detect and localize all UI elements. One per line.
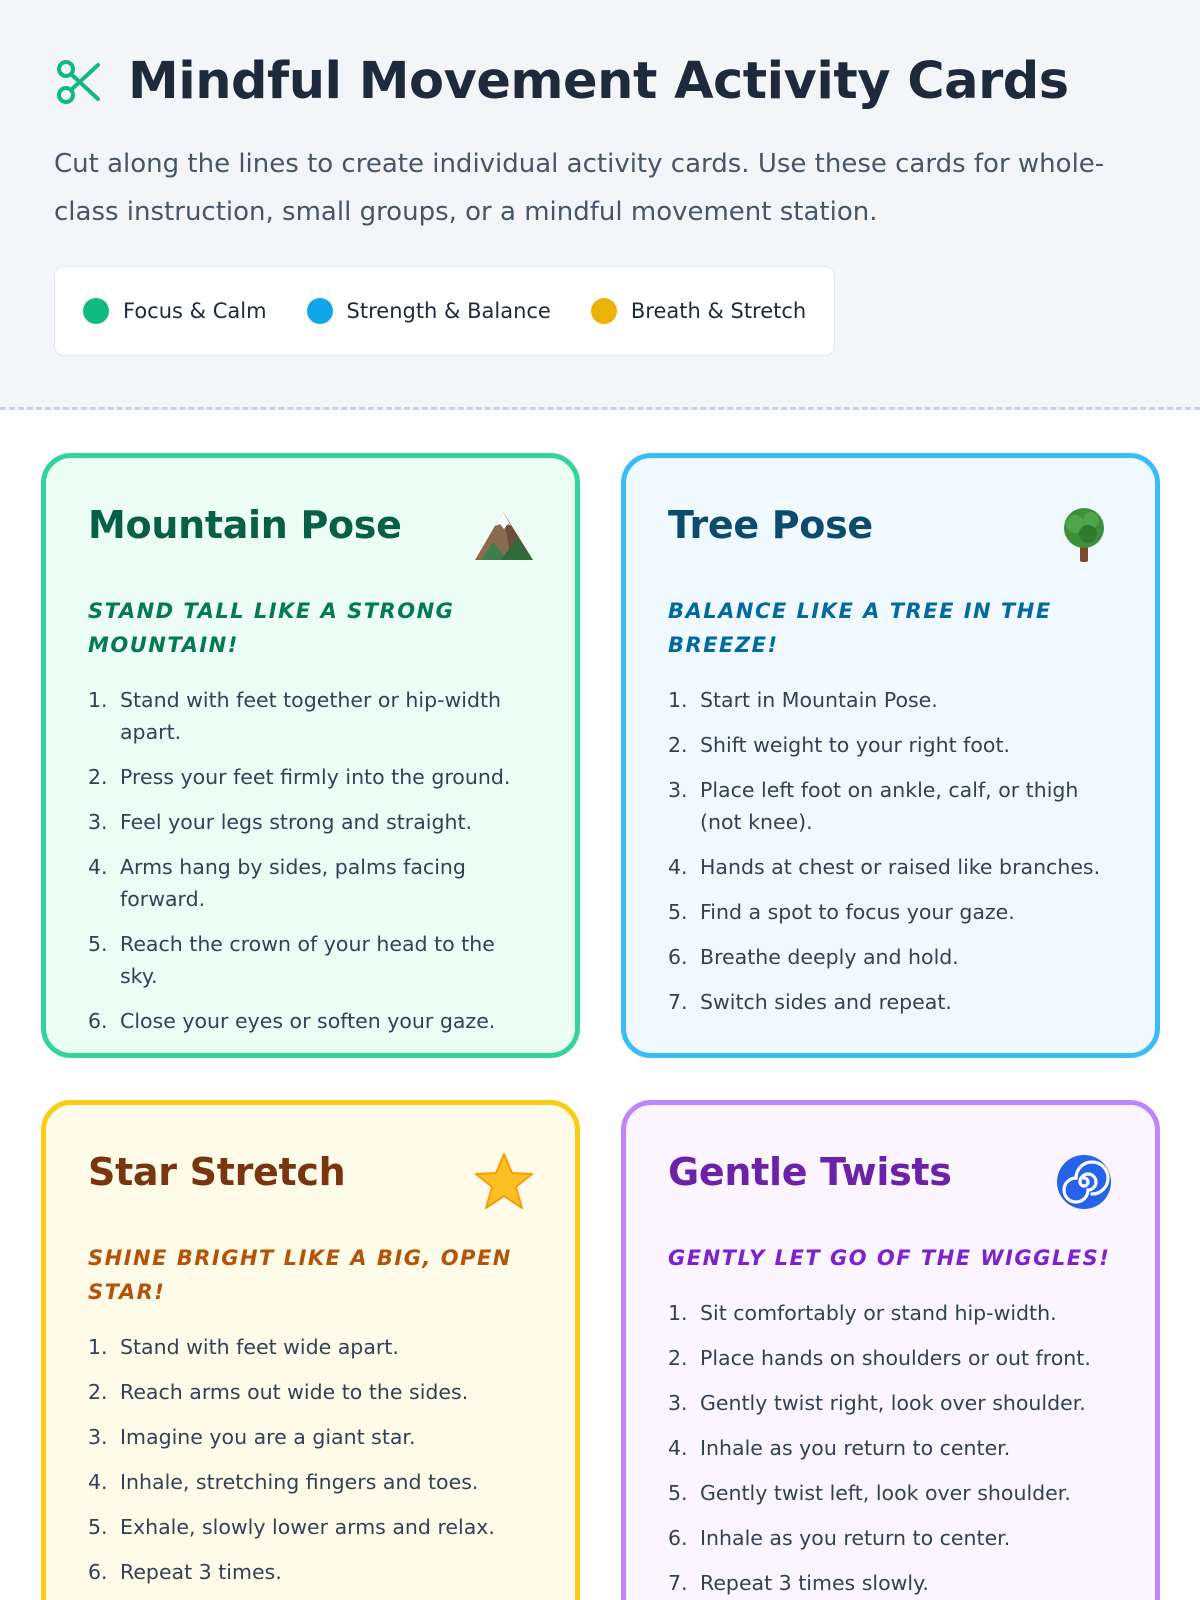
- intro-text: Cut along the lines to create individual activity cards. Use these cards for whole-class instruction, small groups, or a mindful movement station.: [54, 149, 1105, 227]
- legend-item-focus: [83, 298, 267, 324]
- step-text: Switch sides and repeat.: [700, 990, 952, 1014]
- step-item: [88, 1005, 535, 1037]
- step-text: Inhale as you return to center.: [700, 1436, 1011, 1460]
- legend: [54, 266, 835, 356]
- legend-dot: [307, 298, 333, 324]
- mountain-icon: [473, 504, 535, 566]
- step-text: Place hands on shoulders or out front.: [700, 1346, 1091, 1370]
- page-title: Mindful Movement Activity Cards: [128, 52, 1069, 111]
- legend-label: Breath & Stretch: [630, 299, 807, 323]
- step-item: [88, 761, 535, 793]
- step-number: 3.: [668, 778, 688, 802]
- step-number: 5.: [88, 932, 108, 956]
- step-item: [668, 851, 1115, 883]
- step-item: [668, 1522, 1115, 1554]
- title-row: [54, 52, 1069, 111]
- step-item: [88, 1331, 535, 1363]
- step-item: [88, 806, 535, 838]
- step-item: [668, 1432, 1115, 1464]
- step-text: Stand with feet wide apart.: [120, 1335, 399, 1359]
- step-text: Press your feet firmly into the ground.: [120, 765, 511, 789]
- step-list: [88, 684, 535, 1037]
- card-title: Mountain Pose: [88, 503, 402, 547]
- step-number: 1.: [88, 688, 108, 712]
- card-tagline: STAND TALL LIKE A STRONG MOUNTAIN!: [88, 599, 455, 657]
- step-list: [668, 684, 1115, 1018]
- step-item: [668, 941, 1115, 973]
- step-number: 4.: [668, 1436, 688, 1460]
- step-number: 6.: [88, 1560, 108, 1584]
- step-number: 5.: [88, 1515, 108, 1539]
- legend-dot: [591, 298, 617, 324]
- step-text: Stand with feet together or hip-width apart.: [120, 688, 502, 744]
- card-gentle-twists: [621, 1100, 1160, 1600]
- step-item: [88, 1556, 535, 1588]
- step-text: Gently twist right, look over shoulder.: [700, 1391, 1086, 1415]
- legend-item-breath: [591, 298, 806, 324]
- card-star-stretch: [41, 1100, 580, 1600]
- page-header: [0, 0, 1200, 410]
- step-number: 4.: [88, 1470, 108, 1494]
- card-mountain-pose: [41, 453, 580, 1058]
- step-item: [88, 684, 535, 748]
- step-number: 4.: [668, 855, 688, 879]
- scissors-icon: [54, 57, 104, 107]
- step-item: [668, 896, 1115, 928]
- spiral-icon: [1053, 1151, 1115, 1213]
- step-item: [88, 1466, 535, 1498]
- step-item: [88, 851, 535, 915]
- step-text: Reach arms out wide to the sides.: [120, 1380, 469, 1404]
- step-number: 2.: [668, 733, 688, 757]
- card-header: [668, 1149, 1115, 1219]
- step-number: 2.: [668, 1346, 688, 1370]
- step-text: Place left foot on ankle, calf, or thigh (not knee).: [700, 778, 1079, 834]
- card-tagline: GENTLY LET GO OF THE WIGGLES!: [668, 1246, 1111, 1270]
- step-number: 7.: [668, 990, 688, 1014]
- card-tagline: SHINE BRIGHT LIKE A BIG, OPEN STAR!: [88, 1246, 512, 1304]
- step-item: [668, 1342, 1115, 1374]
- step-number: 2.: [88, 765, 108, 789]
- step-number: 1.: [668, 688, 688, 712]
- step-text: Repeat 3 times slowly.: [700, 1571, 929, 1595]
- card-tagline: BALANCE LIKE A TREE IN THE BREEZE!: [668, 599, 1052, 657]
- step-text: Reach the crown of your head to the sky.: [120, 932, 495, 988]
- step-item: [88, 1421, 535, 1453]
- step-item: [88, 1511, 535, 1543]
- card-title: Star Stretch: [88, 1150, 346, 1194]
- card-title: Gentle Twists: [668, 1150, 952, 1194]
- step-number: 6.: [668, 1526, 688, 1550]
- legend-label: Strength & Balance: [346, 299, 551, 323]
- step-text: Inhale as you return to center.: [700, 1526, 1011, 1550]
- step-text: Sit comfortably or stand hip-width.: [700, 1301, 1057, 1325]
- step-item: [668, 1567, 1115, 1599]
- step-number: 2.: [88, 1380, 108, 1404]
- step-text: Feel your legs strong and straight.: [120, 810, 473, 834]
- step-item: [668, 1477, 1115, 1509]
- step-number: 1.: [668, 1301, 688, 1325]
- step-list: [88, 1331, 535, 1588]
- step-list: [668, 1297, 1115, 1599]
- card-title: Tree Pose: [668, 503, 873, 547]
- step-item: [88, 928, 535, 992]
- step-number: 6.: [88, 1009, 108, 1033]
- step-number: 3.: [88, 1425, 108, 1449]
- step-item: [668, 684, 1115, 716]
- step-item: [668, 774, 1115, 838]
- card-header: [88, 1149, 535, 1219]
- step-number: 6.: [668, 945, 688, 969]
- step-item: [668, 1297, 1115, 1329]
- step-number: 5.: [668, 900, 688, 924]
- step-item: [668, 729, 1115, 761]
- step-text: Imagine you are a giant star.: [120, 1425, 416, 1449]
- step-number: 3.: [668, 1391, 688, 1415]
- step-number: 3.: [88, 810, 108, 834]
- step-text: Find a spot to focus your gaze.: [700, 900, 1015, 924]
- step-text: Arms hang by sides, palms facing forward.: [120, 855, 466, 911]
- step-text: Exhale, slowly lower arms and relax.: [120, 1515, 495, 1539]
- star-icon: [473, 1151, 535, 1213]
- step-text: Inhale, stretching fingers and toes.: [120, 1470, 479, 1494]
- step-text: Repeat 3 times.: [120, 1560, 282, 1584]
- step-text: Breathe deeply and hold.: [700, 945, 959, 969]
- legend-dot: [83, 298, 109, 324]
- step-text: Hands at chest or raised like branches.: [700, 855, 1101, 879]
- step-text: Shift weight to your right foot.: [700, 733, 1010, 757]
- tree-icon: [1053, 504, 1115, 566]
- step-number: 4.: [88, 855, 108, 879]
- step-number: 5.: [668, 1481, 688, 1505]
- card-header: [88, 502, 535, 572]
- step-item: [668, 1387, 1115, 1419]
- step-text: Gently twist left, look over shoulder.: [700, 1481, 1071, 1505]
- step-item: [668, 986, 1115, 1018]
- step-text: Close your eyes or soften your gaze.: [120, 1009, 496, 1033]
- step-text: Start in Mountain Pose.: [700, 688, 938, 712]
- step-number: 1.: [88, 1335, 108, 1359]
- step-number: 7.: [668, 1571, 688, 1595]
- card-tree-pose: [621, 453, 1160, 1058]
- step-item: [88, 1376, 535, 1408]
- legend-item-strength: [307, 298, 551, 324]
- card-header: [668, 502, 1115, 572]
- legend-label: Focus & Calm: [123, 299, 267, 323]
